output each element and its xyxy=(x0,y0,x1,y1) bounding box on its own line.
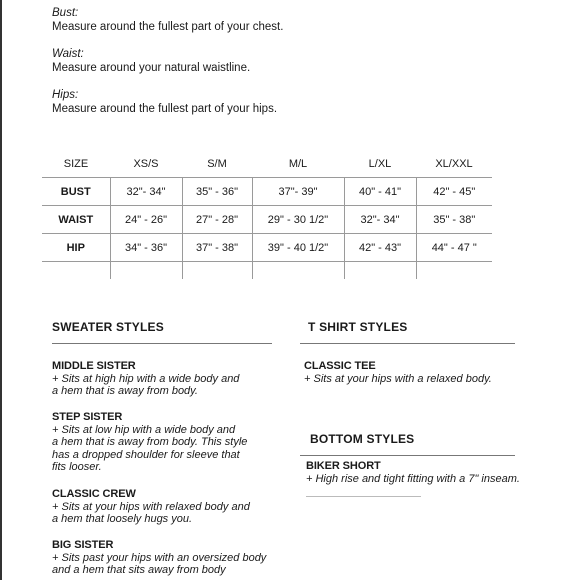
table-cell: 44" - 47 " xyxy=(416,234,492,262)
header-cell: M/L xyxy=(252,150,344,178)
style-desc: + Sits at high hip with a wide body and xyxy=(52,372,240,385)
style-step-sister xyxy=(52,411,247,474)
style-desc: + Sits at your hips with a relaxed body. xyxy=(304,372,492,385)
waist-text: Measure around your natural waistline. xyxy=(52,62,251,74)
style-desc: has a dropped shoulder for sleeve that xyxy=(52,448,240,461)
table-cell: 42" - 45" xyxy=(416,178,492,206)
style-name: CLASSIC TEE xyxy=(304,360,376,372)
table-cell: 42" - 43" xyxy=(344,234,416,262)
row-label: BUST xyxy=(42,178,110,206)
style-big-sister xyxy=(52,539,266,577)
hips-instruction xyxy=(52,88,283,116)
row-label: WAIST xyxy=(42,206,110,234)
table-row xyxy=(42,178,492,206)
table-cell: 37"- 39" xyxy=(252,178,344,206)
page-left-border xyxy=(0,0,2,580)
style-desc: + Sits past your hips with an oversized body xyxy=(52,551,267,564)
waist-label: Waist: xyxy=(52,48,84,60)
table-empty-row xyxy=(42,262,492,280)
style-desc: and a hem that sits away from body xyxy=(52,564,226,576)
style-desc: + High rise and tight fitting with a 7" inseam. xyxy=(306,472,520,485)
style-desc: a hem that loosely hugs you. xyxy=(52,513,193,525)
table-cell: 37" - 38" xyxy=(182,234,252,262)
style-desc: a hem that is away from body. xyxy=(52,385,198,397)
sweater-divider xyxy=(52,343,272,344)
style-name: BIG SISTER xyxy=(52,539,114,551)
table-cell: 34" - 36" xyxy=(110,234,182,262)
style-biker-short xyxy=(306,460,520,485)
table-cell: 24" - 26" xyxy=(110,206,182,234)
header-cell: XL/XXL xyxy=(416,150,492,178)
header-cell: S/M xyxy=(182,150,252,178)
tshirt-styles-title: T SHIRT STYLES xyxy=(308,320,408,334)
table-cell: 39" - 40 1/2" xyxy=(252,234,344,262)
row-label: HIP xyxy=(42,234,110,262)
bottom-styles-title: BOTTOM STYLES xyxy=(310,432,415,446)
table-row xyxy=(42,234,492,262)
style-name: BIKER SHORT xyxy=(306,460,381,472)
style-desc: fits looser. xyxy=(52,461,102,473)
style-classic-tee xyxy=(304,360,492,385)
header-cell: L/XL xyxy=(344,150,416,178)
style-desc: a hem that is away from body. This style xyxy=(52,436,248,448)
bottom-divider xyxy=(300,455,515,456)
table-cell: 35" - 38" xyxy=(416,206,492,234)
sweater-styles-title: SWEATER STYLES xyxy=(52,320,164,334)
style-desc: + Sits at your hips with relaxed body and xyxy=(52,500,250,513)
table-cell: 40" - 41" xyxy=(344,178,416,206)
style-desc: + Sits at low hip with a wide body and xyxy=(52,423,236,436)
table-cell: 29" - 30 1/2" xyxy=(252,206,344,234)
table-cell: 32"- 34" xyxy=(344,206,416,234)
table-cell: 32"- 34" xyxy=(110,178,182,206)
bottom-faint-divider xyxy=(306,496,421,497)
bust-instruction xyxy=(52,6,283,34)
hips-label: Hips: xyxy=(52,89,79,101)
style-middle-sister xyxy=(52,360,239,398)
measurement-instructions xyxy=(52,6,283,129)
waist-instruction xyxy=(52,47,283,75)
table-row xyxy=(42,206,492,234)
style-name: MIDDLE SISTER xyxy=(52,360,136,372)
table-cell: 27" - 28" xyxy=(182,206,252,234)
header-cell: XS/S xyxy=(110,150,182,178)
table-cell: 35" - 36" xyxy=(182,178,252,206)
size-chart-header-row xyxy=(42,150,492,178)
size-chart-table xyxy=(42,150,492,279)
bust-text: Measure around the fullest part of your chest. xyxy=(52,21,284,33)
bust-label: Bust: xyxy=(52,7,79,19)
style-classic-crew xyxy=(52,488,250,526)
style-name: CLASSIC CREW xyxy=(52,488,136,500)
style-name: STEP SISTER xyxy=(52,411,123,423)
hips-text: Measure around the fullest part of your hips. xyxy=(52,103,278,115)
header-cell: SIZE xyxy=(42,150,110,178)
tshirt-divider xyxy=(300,343,515,344)
